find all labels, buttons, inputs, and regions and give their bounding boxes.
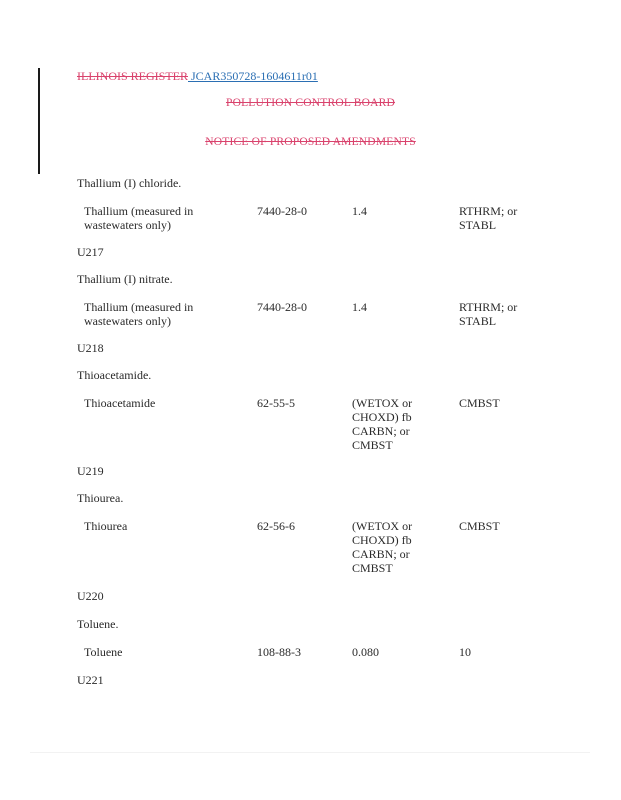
constituent-name bbox=[84, 204, 193, 232]
technology-line: CMBST bbox=[459, 519, 500, 533]
technology-line: 10 bbox=[459, 645, 471, 659]
entry-heading: Thiourea. bbox=[77, 491, 124, 505]
constituent-name-line: wastewaters only) bbox=[84, 314, 171, 328]
technology-code bbox=[459, 300, 517, 328]
technology-code bbox=[459, 519, 500, 533]
concentration-line: CHOXD) fb bbox=[352, 533, 412, 547]
concentration-line: CMBST bbox=[352, 561, 393, 575]
concentration-line: CHOXD) fb bbox=[352, 410, 412, 424]
technology-code bbox=[459, 396, 500, 410]
concentration-line: 0.080 bbox=[352, 645, 379, 659]
constituent-name-line: Thallium (measured in bbox=[84, 300, 194, 314]
concentration bbox=[352, 204, 367, 218]
waste-code: U217 bbox=[77, 245, 104, 259]
entry-heading: Thallium (I) chloride. bbox=[77, 176, 182, 190]
notice-title: NOTICE OF PROPOSED AMENDMENTS bbox=[205, 136, 416, 148]
entry-heading: Thallium (I) nitrate. bbox=[77, 272, 173, 286]
concentration bbox=[352, 519, 412, 575]
technology-line: CMBST bbox=[459, 396, 500, 410]
waste-code: U218 bbox=[77, 341, 104, 355]
technology-line: RTHRM; or bbox=[459, 300, 518, 314]
technology-line: RTHRM; or bbox=[459, 204, 518, 218]
page-bottom-rule bbox=[30, 752, 590, 753]
concentration-line: (WETOX or bbox=[352, 396, 413, 410]
entry-heading: Toluene. bbox=[77, 617, 119, 631]
concentration-line: 1.4 bbox=[352, 204, 367, 218]
constituent-name bbox=[84, 396, 155, 410]
constituent-name-line: Thiourea bbox=[84, 519, 128, 533]
waste-code: U220 bbox=[77, 589, 104, 603]
cas-number: 62-56-6 bbox=[257, 519, 295, 533]
concentration-line: CARBN; or bbox=[352, 547, 410, 561]
concentration bbox=[352, 300, 367, 314]
revision-change-bar bbox=[38, 68, 40, 174]
concentration-line: (WETOX or bbox=[352, 519, 413, 533]
concentration bbox=[352, 645, 379, 659]
technology-line: STABL bbox=[459, 314, 497, 328]
technology-code bbox=[459, 645, 471, 659]
deleted-register-title: ILLINOIS REGISTER bbox=[77, 69, 188, 83]
waste-code: U219 bbox=[77, 464, 104, 478]
cas-number: 7440-28-0 bbox=[257, 300, 307, 314]
concentration bbox=[352, 396, 412, 452]
entry-heading: Thioacetamide. bbox=[77, 368, 152, 382]
inserted-jcar-code: JCAR350728-1604611r01 bbox=[188, 69, 318, 83]
concentration-line: CMBST bbox=[352, 438, 393, 452]
constituent-name bbox=[84, 300, 193, 328]
technology-line: STABL bbox=[459, 218, 497, 232]
constituent-name bbox=[84, 645, 122, 659]
cas-number: 7440-28-0 bbox=[257, 204, 307, 218]
technology-code bbox=[459, 204, 517, 232]
register-header bbox=[77, 69, 318, 84]
cas-number: 108-88-3 bbox=[257, 645, 301, 659]
waste-code: U221 bbox=[77, 673, 104, 687]
constituent-name-line: Toluene bbox=[84, 645, 123, 659]
concentration-line: 1.4 bbox=[352, 300, 367, 314]
constituent-name-line: Thallium (measured in bbox=[84, 204, 194, 218]
cas-number: 62-55-5 bbox=[257, 396, 295, 410]
concentration-line: CARBN; or bbox=[352, 424, 410, 438]
constituent-name bbox=[84, 519, 127, 533]
constituent-name-line: wastewaters only) bbox=[84, 218, 171, 232]
board-title: POLLUTION CONTROL BOARD bbox=[225, 97, 395, 109]
constituent-name-line: Thioacetamide bbox=[84, 396, 156, 410]
